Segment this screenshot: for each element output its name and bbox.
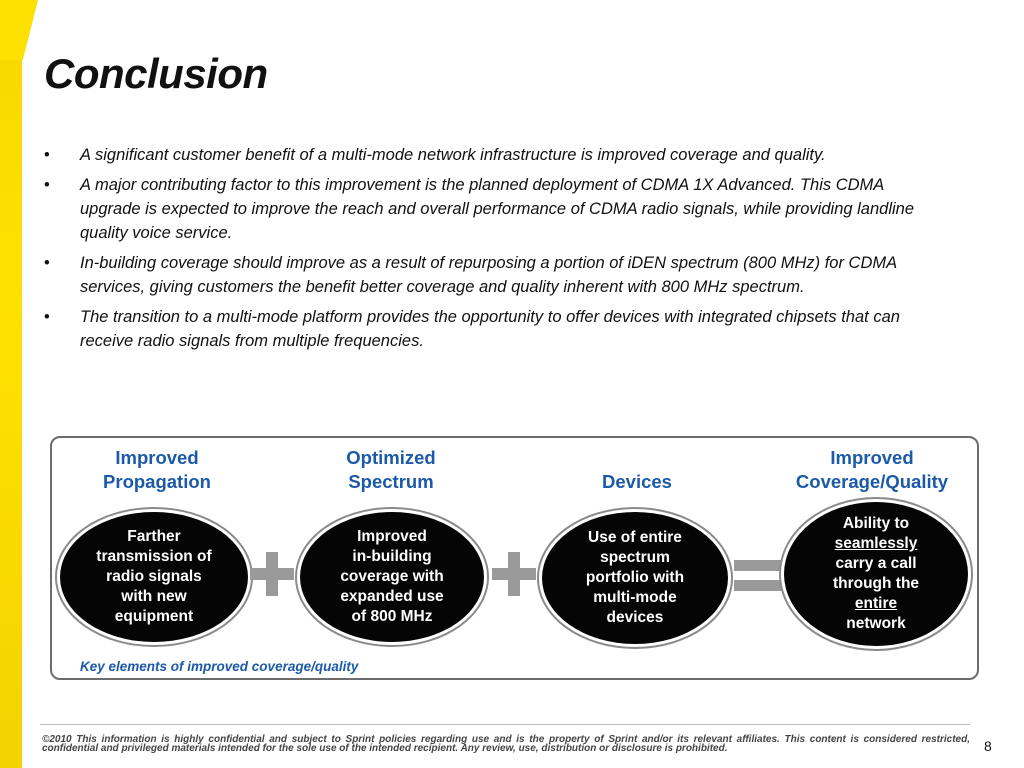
bullet-dot: •	[44, 146, 50, 164]
ellipse-line: portfolio with	[585, 569, 685, 586]
ellipse-line	[833, 534, 919, 554]
coverage-diagram	[50, 436, 979, 680]
footer-divider	[40, 724, 970, 725]
bullet-item	[42, 173, 922, 245]
heading-line: Coverage/Quality	[795, 471, 949, 492]
underlined-word: entire	[854, 595, 898, 612]
ellipse-line: transmission of	[96, 548, 212, 565]
bullet-text: A significant customer benefit of a multi-mode network infrastructure is improved coverage and quality.	[80, 146, 826, 164]
ellipse-line	[833, 594, 919, 614]
bullet-item	[42, 251, 922, 299]
confidentiality-notice: ©2010 This information is highly confidential and subject to Sprint policies regarding use and is the property of Sprint and/or its relevant affiliates. This content is considered restricted, confidential and privileged materials intended for the sole use of the intended recipient. Any review, use, distribution or disclosure is prohibited.	[42, 734, 970, 754]
ellipse-line: with new	[121, 588, 187, 605]
ellipse-devices	[542, 512, 728, 644]
bullet-item	[42, 305, 922, 353]
ellipse-line: expanded use	[340, 588, 444, 605]
ellipse-line: through the	[832, 575, 920, 592]
column-heading-coverage	[782, 446, 962, 494]
bullet-text: In-building coverage should improve as a result of repurposing a portion of iDEN spectrum (800 MHz) for CDMA services, giving customers the benefit better coverage and quality inherent with 800 MHz spectrum.	[80, 254, 897, 296]
ellipse-line: Ability to	[842, 515, 910, 532]
ellipse-line: spectrum	[600, 549, 670, 566]
ellipse-line: carry a call	[835, 555, 917, 572]
bullet-text: A major contributing factor to this improvement is the planned deployment of CDMA 1X Advanced. This CDMA upgrade is expected to improve the reach and overall performance of CDMA radio signals, while providing landline quality voice service.	[80, 176, 915, 242]
underlined-word: seamlessly	[834, 535, 918, 552]
ellipse-line: devices	[606, 609, 664, 626]
bullet-text: The transition to a multi-mode platform provides the opportunity to offer devices with integrated chipsets that can receive radio signals from multiple frequencies.	[80, 308, 900, 350]
slide-title: Conclusion	[44, 50, 268, 97]
bullet-list	[42, 143, 922, 359]
ellipse-coverage	[784, 502, 968, 646]
heading-line: Improved	[830, 447, 914, 468]
page-number: 8	[984, 738, 992, 754]
bullet-item	[42, 143, 922, 167]
ellipse-line: Use of entire	[588, 529, 682, 546]
heading-line: Devices	[602, 471, 672, 492]
ellipse-propagation	[60, 512, 248, 642]
bullet-dot: •	[44, 308, 50, 326]
heading-line: Optimized	[346, 447, 436, 468]
ellipse-line: in-building	[352, 548, 432, 565]
ellipse-line: of 800 MHz	[351, 608, 433, 625]
yellow-accent-stripe	[0, 0, 22, 768]
plus-icon	[250, 552, 294, 596]
ellipse-line: Farther	[127, 528, 181, 545]
equals-icon	[734, 556, 782, 596]
column-heading-propagation	[82, 446, 232, 494]
column-heading-devices	[562, 470, 712, 494]
heading-line: Propagation	[103, 471, 211, 492]
ellipse-line: coverage with	[340, 568, 444, 585]
yellow-accent-tip	[0, 0, 38, 60]
ellipse-line: radio signals	[106, 568, 202, 585]
bullet-dot: •	[44, 254, 50, 272]
heading-line: Improved	[115, 447, 199, 468]
ellipse-line: Improved	[357, 528, 427, 545]
plus-icon	[492, 552, 536, 596]
column-heading-spectrum	[316, 446, 466, 494]
ellipse-line: multi-mode	[593, 589, 677, 606]
bullet-dot: •	[44, 176, 50, 194]
ellipse-spectrum	[300, 512, 484, 642]
heading-line: Spectrum	[348, 471, 434, 492]
ellipse-line: equipment	[114, 608, 194, 625]
ellipse-line: network	[846, 615, 906, 632]
diagram-caption: Key elements of improved coverage/quality	[80, 659, 359, 674]
